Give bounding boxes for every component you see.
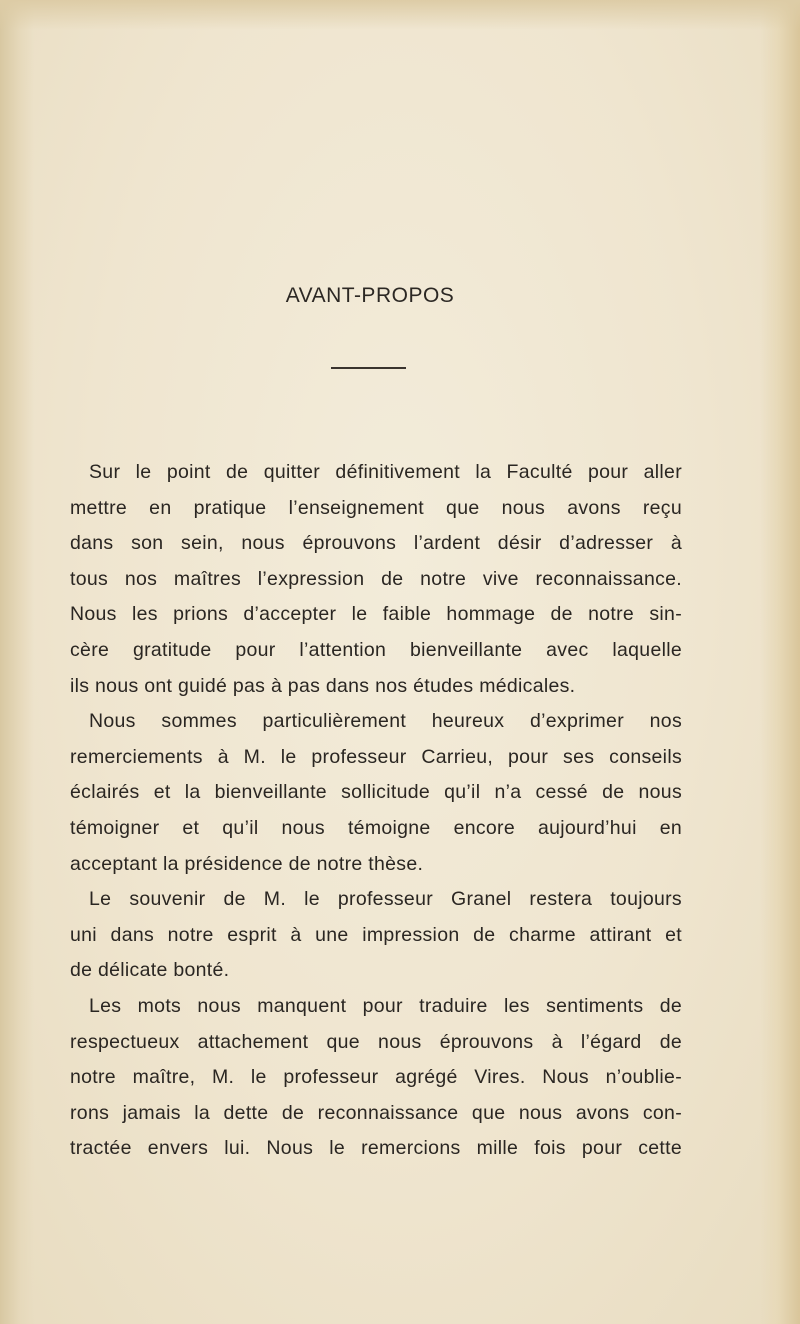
- text-line: Sur le point de quitter définitivement la Faculté pour aller: [89, 461, 682, 483]
- text-line: éclairés et la bienveillante sollicitude qu’il n’a cessé de nous: [70, 781, 682, 804]
- body-text: [70, 455, 682, 1167]
- text-line: Le souvenir de M. le professeur Granel restera toujours: [89, 888, 682, 911]
- text-line: tous nos maîtres l’expression de notre vive reconnaissance.: [70, 567, 682, 590]
- text-line: témoigner et qu’il nous témoigne encore aujourd’hui en: [70, 816, 682, 839]
- text-line: respectueux attachement que nous éprouvons à l’égard de: [70, 1030, 682, 1053]
- text-line: uni dans notre esprit à une impression de charme attirant et: [70, 923, 682, 946]
- text-line: cère gratitude pour l’attention bienveillante avec laquelle: [70, 638, 682, 661]
- title-divider: [331, 367, 406, 369]
- text-line: ils nous ont guidé pas à pas dans nos études médicales.: [70, 674, 576, 697]
- text-line: notre maître, M. le professeur agrégé Vires. Nous n’oublie-: [70, 1066, 682, 1089]
- page-edge-right: [760, 0, 800, 1324]
- text-line: Les mots nous manquent pour traduire les sentiments de: [89, 994, 682, 1017]
- text-line: rons jamais la dette de reconnaissance que nous avons con-: [70, 1101, 682, 1124]
- text-line: remerciements à M. le professeur Carrieu, pour ses conseils: [70, 745, 682, 768]
- text-line: Nous les prions d’accepter le faible hommage de notre sin-: [70, 603, 682, 626]
- text-line: Nous sommes particulièrement heureux d’exprimer nos: [89, 710, 682, 733]
- text-line: de délicate bonté.: [70, 959, 230, 982]
- page-edge-left: [0, 0, 34, 1324]
- page-edge-top: [0, 0, 800, 30]
- text-line: mettre en pratique l’enseignement que nous avons reçu: [70, 496, 682, 519]
- text-line: dans son sein, nous éprouvons l’ardent désir d’adresser à: [70, 532, 682, 555]
- text-line: tractée envers lui. Nous le remercions mille fois pour cette: [70, 1137, 682, 1160]
- text-line: acceptant la présidence de notre thèse.: [70, 852, 424, 875]
- page-title: AVANT-PROPOS: [285, 284, 455, 307]
